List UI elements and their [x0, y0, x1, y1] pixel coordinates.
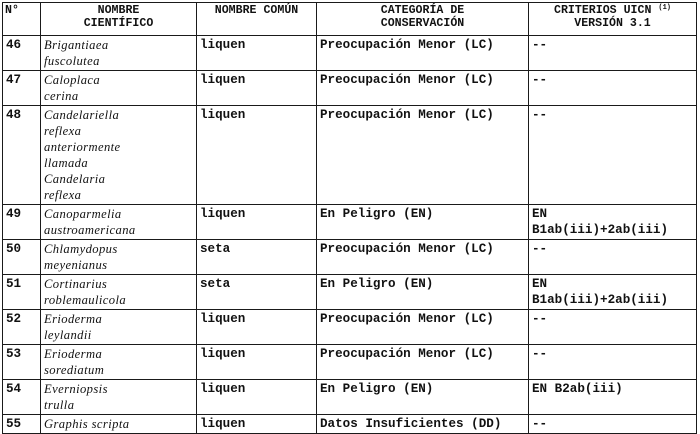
table-row — [3, 106, 697, 205]
conservation-category-cell: En Peligro (EN) — [317, 380, 529, 415]
criteria-line: EN B2ab(iii) — [532, 382, 623, 396]
criteria-line: EN — [532, 207, 548, 221]
table-row — [3, 36, 697, 71]
uicn-criteria-cell — [529, 380, 697, 415]
row-number: 52 — [3, 310, 41, 345]
table-row — [3, 415, 697, 434]
criteria-line: -- — [532, 108, 548, 122]
scientific-name-line: reflexa — [44, 188, 82, 202]
conservation-table — [2, 2, 697, 434]
scientific-name-line: reflexa — [44, 124, 82, 138]
table-row — [3, 380, 697, 415]
criteria-line: B1ab(iii)+2ab(iii) — [532, 293, 669, 307]
uicn-criteria-cell — [529, 415, 697, 434]
scientific-name-cell — [41, 345, 197, 380]
criteria-line: -- — [532, 38, 548, 52]
header-row — [3, 3, 697, 36]
scientific-name-line: Caloplaca — [44, 73, 101, 87]
conservation-category-cell: Preocupación Menor (LC) — [317, 240, 529, 275]
scientific-name-line: llamada — [44, 156, 89, 170]
row-number: 49 — [3, 205, 41, 240]
uicn-criteria-cell — [529, 71, 697, 106]
scientific-name-line: Cortinarius — [44, 277, 108, 291]
common-name-cell: seta — [197, 240, 317, 275]
scientific-name-line: Candelariella — [44, 108, 120, 122]
common-name-cell: liquen — [197, 205, 317, 240]
table-row — [3, 240, 697, 275]
scientific-name-line: Everniopsis — [44, 382, 108, 396]
scientific-name-line: Erioderma — [44, 347, 103, 361]
row-number: 53 — [3, 345, 41, 380]
common-name-cell: liquen — [197, 71, 317, 106]
table-row — [3, 345, 697, 380]
scientific-name-line: Candelaria — [44, 172, 106, 186]
row-number: 50 — [3, 240, 41, 275]
scientific-name-line: fuscolutea — [44, 54, 100, 68]
table-row — [3, 275, 697, 310]
criteria-line: -- — [532, 242, 548, 256]
scientific-name-cell — [41, 310, 197, 345]
header-category: CATEGORÍA DE CONSERVACIÓN — [317, 3, 529, 36]
common-name-cell: liquen — [197, 106, 317, 205]
scientific-name-cell — [41, 275, 197, 310]
uicn-criteria-cell — [529, 240, 697, 275]
common-name-cell: liquen — [197, 380, 317, 415]
uicn-criteria-cell — [529, 345, 697, 380]
conservation-category-cell: Datos Insuficientes (DD) — [317, 415, 529, 434]
criteria-line: -- — [532, 73, 548, 87]
header-common-name: NOMBRE COMÚN — [197, 3, 317, 36]
scientific-name-cell — [41, 240, 197, 275]
table-row — [3, 310, 697, 345]
row-number: 54 — [3, 380, 41, 415]
scientific-name-line: Graphis scripta — [44, 417, 130, 431]
conservation-category-cell: Preocupación Menor (LC) — [317, 106, 529, 205]
scientific-name-line: cerina — [44, 89, 79, 103]
scientific-name-line: austroamericana — [44, 223, 136, 237]
scientific-name-line: meyenianus — [44, 258, 108, 272]
common-name-cell: liquen — [197, 310, 317, 345]
scientific-name-cell — [41, 380, 197, 415]
header-criteria: CRITERIOS UICN $^{(1)}$ VERSIÓN 3.1 — [529, 3, 697, 36]
table-row — [3, 205, 697, 240]
row-number: 47 — [3, 71, 41, 106]
conservation-category-cell: Preocupación Menor (LC) — [317, 345, 529, 380]
uicn-criteria-cell — [529, 36, 697, 71]
row-number: 48 — [3, 106, 41, 205]
criteria-line: EN — [532, 277, 548, 291]
common-name-cell: liquen — [197, 36, 317, 71]
footnote-marker: (1) — [658, 4, 671, 12]
scientific-name-line: roblemaulicola — [44, 293, 127, 307]
scientific-name-cell — [41, 71, 197, 106]
conservation-category-cell: En Peligro (EN) — [317, 275, 529, 310]
scientific-name-line: sorediatum — [44, 363, 105, 377]
scientific-name-line: Erioderma — [44, 312, 103, 326]
scientific-name-line: Chlamydopus — [44, 242, 118, 256]
scientific-name-cell — [41, 36, 197, 71]
conservation-category-cell: Preocupación Menor (LC) — [317, 310, 529, 345]
scientific-name-cell — [41, 415, 197, 434]
conservation-category-cell: Preocupación Menor (LC) — [317, 36, 529, 71]
common-name-cell: liquen — [197, 345, 317, 380]
uicn-criteria-cell — [529, 310, 697, 345]
header-scientific-name: NOMBRE CIENTÍFICO — [41, 3, 197, 36]
scientific-name-line: Canoparmelia — [44, 207, 122, 221]
uicn-criteria-cell — [529, 106, 697, 205]
row-number: 46 — [3, 36, 41, 71]
row-number: 51 — [3, 275, 41, 310]
scientific-name-line: anteriormente — [44, 140, 121, 154]
scientific-name-line: leylandii — [44, 328, 92, 342]
common-name-cell: seta — [197, 275, 317, 310]
scientific-name-line: Brigantiaea — [44, 38, 109, 52]
table-row — [3, 71, 697, 106]
header-number: N° — [3, 3, 41, 36]
conservation-category-cell: Preocupación Menor (LC) — [317, 71, 529, 106]
row-number: 55 — [3, 415, 41, 434]
uicn-criteria-cell — [529, 275, 697, 310]
criteria-line: -- — [532, 417, 548, 431]
scientific-name-line: trulla — [44, 398, 75, 412]
table-body — [3, 36, 697, 434]
criteria-line: -- — [532, 347, 548, 361]
common-name-cell: liquen — [197, 415, 317, 434]
criteria-line: B1ab(iii)+2ab(iii) — [532, 223, 669, 237]
scientific-name-cell — [41, 106, 197, 205]
uicn-criteria-cell — [529, 205, 697, 240]
scientific-name-cell — [41, 205, 197, 240]
conservation-category-cell: En Peligro (EN) — [317, 205, 529, 240]
criteria-line: -- — [532, 312, 548, 326]
